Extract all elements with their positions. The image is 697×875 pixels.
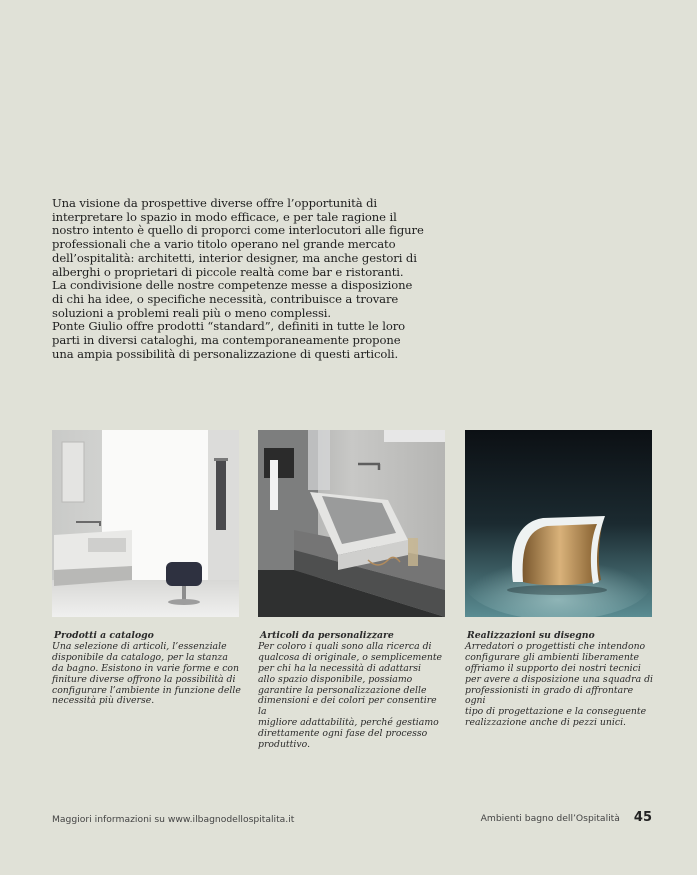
- caption-line: realizzazione anche di pezzi unici.: [465, 717, 627, 729]
- photo-catalog-bathroom: [52, 430, 239, 617]
- intro-line: soluzioni a problemi reali più o meno complessi.: [52, 305, 331, 320]
- caption-line: Per coloro i quali sono alla ricerca di: [258, 640, 432, 652]
- caption-title: Prodotti a catalogo: [54, 630, 154, 641]
- caption-line: qualcosa di originale, o semplicemente: [258, 651, 443, 663]
- intro-line: Una visione da prospettive diverse offre l’opportunità di: [52, 196, 378, 210]
- intro-line: interpretare lo spazio in modo efficace, e per tale ragione il: [52, 209, 397, 224]
- caption-line: offriamo il supporto dei nostri tecnici: [465, 662, 641, 674]
- caption-line: Una selezione di articoli, l’essenziale: [52, 640, 227, 652]
- caption-line: produttivo.: [258, 739, 311, 751]
- caption-line: allo spazio disponibile, possiamo: [258, 673, 413, 685]
- caption-line: professionisti in grado di affrontare ogni: [465, 684, 634, 707]
- caption-line: garantire la personalizzazione delle: [258, 684, 427, 696]
- intro-line: dell’ospitalità: architetti, interior designer, ma anche gestori di: [52, 250, 417, 265]
- caption-line: tipo di progettazione e la conseguente: [465, 706, 647, 718]
- caption-prodotti-a-catalogo: [52, 631, 242, 707]
- caption-line: dimensioni e dei colori per consentire la: [258, 695, 437, 718]
- caption-line: migliore adattabilità, perché gestiamo: [258, 717, 439, 729]
- caption-line: disponibile da catalogo, per la stanza: [52, 651, 228, 663]
- caption-title: Articoli da personalizzare: [260, 630, 394, 641]
- intro-line: parti in diversi cataloghi, ma contemporaneamente propone: [52, 333, 401, 348]
- caption-line: per avere a disposizione una squadra di: [465, 673, 653, 685]
- intro-line: professionali che a vario titolo operano nel grande mercato: [52, 237, 396, 252]
- caption-articoli-da-personalizzare: [258, 631, 448, 751]
- footer-website-note: Maggiori informazioni su www.ilbagnodellospitalita.it: [52, 814, 295, 825]
- footer-section-title: Ambienti bagno dell’Ospitalità: [480, 813, 620, 824]
- intro-text: [52, 197, 432, 361]
- caption-line: configurare l’ambiente in funzione delle: [52, 684, 241, 696]
- caption-realizzazioni-su-disegno: [465, 631, 655, 729]
- intro-line: alberghi o proprietari di piccole realtà come bar e ristoranti.: [52, 264, 404, 279]
- caption-line: direttamente ogni fase del processo: [258, 728, 428, 740]
- caption-line: Arredatori o progettisti che intendono: [465, 640, 646, 652]
- photo-custom-design-piece: [465, 430, 652, 617]
- intro-line: La condivisione delle nostre competenze messe a disposizione: [52, 278, 413, 293]
- intro-line: di chi ha idee, o specifiche necessità, contribuisce a trovare: [52, 291, 399, 306]
- caption-line: per chi ha la necessità di adattarsi: [258, 662, 421, 674]
- caption-line: da bagno. Esistono in varie forme e con: [52, 662, 239, 674]
- caption-line: configurare gli ambienti liberamente: [465, 651, 640, 663]
- caption-title: Realizzazioni su disegno: [467, 630, 595, 641]
- footer-section: [481, 810, 652, 825]
- caption-line: necessità più diverse.: [52, 695, 155, 707]
- intro-line: Ponte Giulio offre prodotti “standard”, definiti in tutte le loro: [52, 319, 406, 334]
- intro-line: nostro intento è quello di proporci come interlocutori alle figure: [52, 223, 424, 238]
- caption-line: finiture diverse offrono la possibilità di: [52, 673, 236, 685]
- page-number: 45: [633, 810, 652, 825]
- photo-custom-washbasin: [258, 430, 445, 617]
- intro-line: una ampia possibilità di personalizzazione di questi articoli.: [52, 346, 399, 361]
